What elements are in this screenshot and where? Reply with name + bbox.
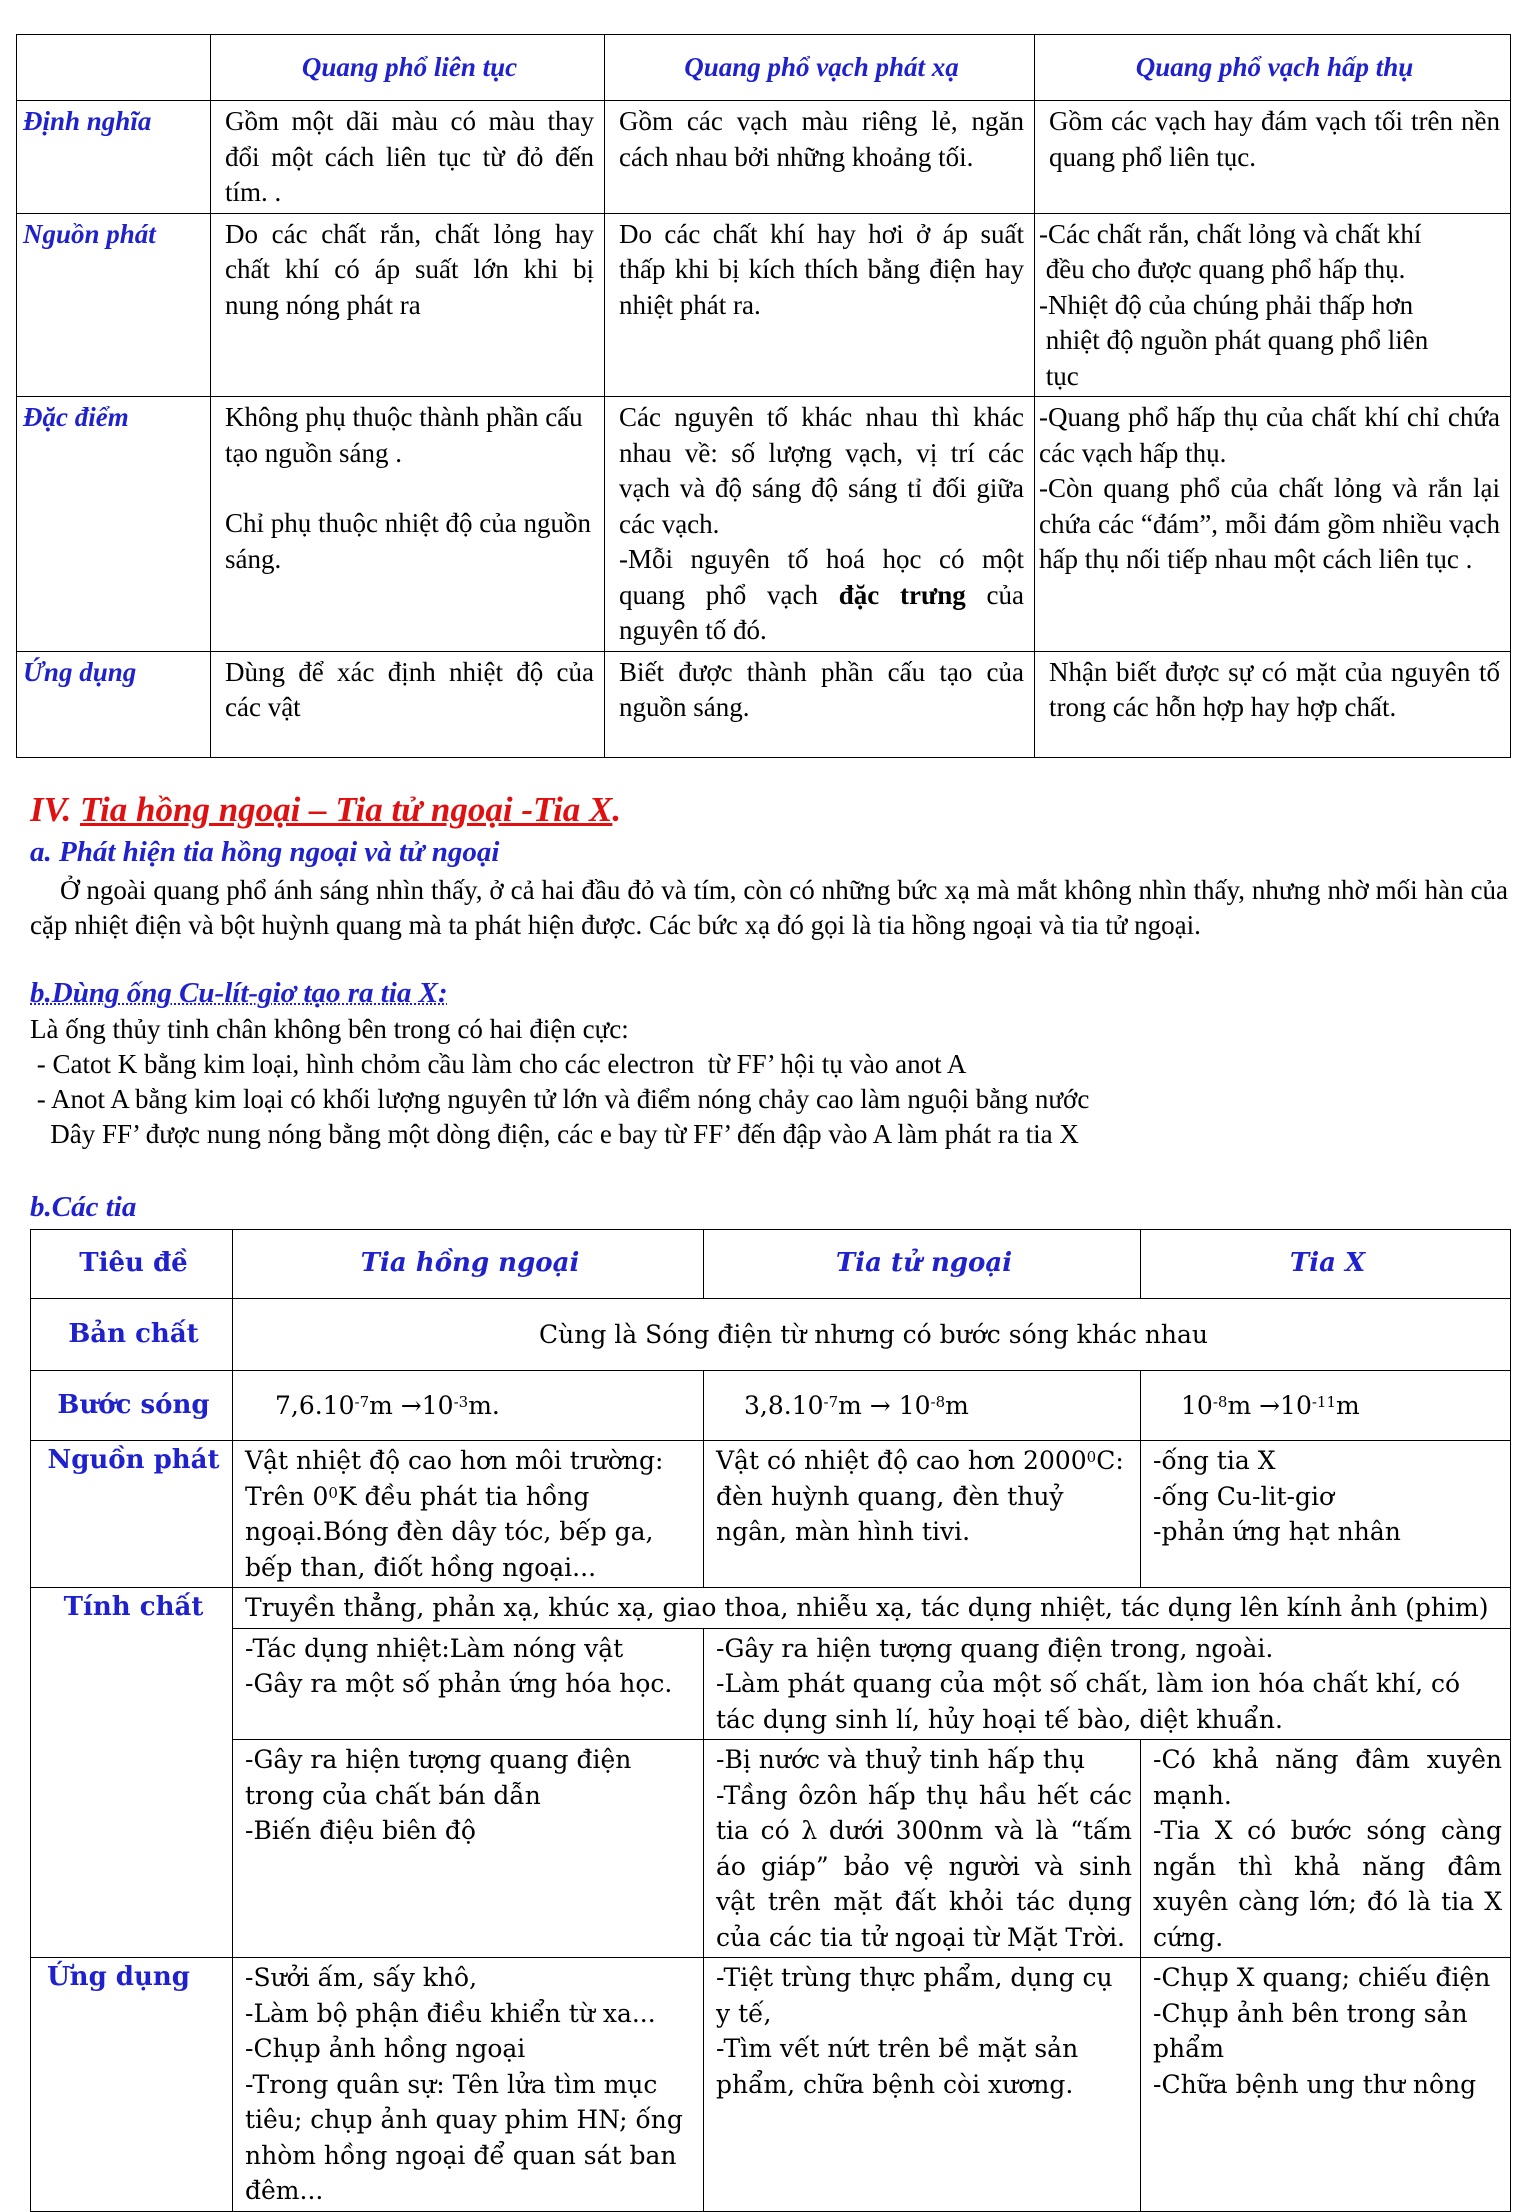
table-cell: Biết được thành phần cấu tạo của nguồn sáng. — [605, 651, 1035, 757]
tube-line: Là ống thủy tinh chân không bên trong có hai điện cực: — [30, 1014, 629, 1044]
cell-paragraph — [619, 542, 1024, 649]
value-text: m — [945, 1390, 969, 1420]
header-cell: Quang phổ vạch phát xạ — [605, 35, 1035, 101]
section-title-dot: . — [612, 790, 622, 829]
cell-line: nhiệt độ nguồn phát quang phổ liên — [1039, 325, 1429, 355]
table-cell: Gồm các vạch hay đám vạch tối trên nền quang phổ liên tục. — [1035, 101, 1511, 214]
bold-text: đặc trưng — [838, 579, 966, 610]
table-cell — [1035, 213, 1511, 397]
cell-line: -Chữa bệnh ung thư nông — [1153, 2069, 1477, 2099]
exponent: -3 — [453, 1392, 469, 1411]
value-text: 3,8.10 — [744, 1390, 824, 1420]
subheading-c: b.Các tia — [30, 1191, 137, 1223]
wavelength-ir — [233, 1371, 704, 1441]
cell-paragraph: -Gây ra hiện tượng quang điện trong của chất bán dẫn — [245, 1745, 632, 1810]
spectra-table — [16, 34, 1511, 758]
row-label: Ứng dụng — [17, 651, 211, 757]
exponent: -11 — [1311, 1392, 1337, 1411]
cell-text: của nguyên tố đó. — [619, 579, 1025, 645]
table-cell — [1035, 397, 1511, 652]
cell-paragraph: -Tia X có bước sóng càng ngắn thì khả năng đâm xuyên càng lớn; đó là tia X cứng. — [1153, 1816, 1502, 1952]
table-row — [31, 1371, 1511, 1441]
table-cell — [211, 397, 605, 652]
cell-line: -Các chất rắn, chất lỏng và chất khí — [1039, 218, 1422, 249]
cell-paragraph: -Tiệt trùng thực phẩm, dụng cụ y tế, — [716, 1963, 1113, 2028]
cell-line: -ống Cu-lit-giơ — [1153, 1481, 1335, 1511]
cell-paragraph: -Tầng ôzôn hấp thụ hầu hết các tia có λ dưới 300nm và là “tấm áo giáp” bảo vệ người và sinh vật trên mặt đất khỏi tác dụng của các tia tử ngoại từ Mặt Trời. — [716, 1780, 1132, 1952]
value-text: m. — [468, 1390, 500, 1420]
cell-line: tục — [1039, 360, 1079, 391]
cell-paragraph: -Quang phổ hấp thụ của chất khí chỉ chứa các vạch hấp thụ. — [1039, 402, 1500, 468]
row-label: Định nghĩa — [17, 101, 211, 214]
row-label: Nguồn phát — [17, 213, 211, 397]
table-cell: Gồm một dãi màu có màu thay đổi một cách liên tục từ đỏ đến tím. . — [211, 101, 605, 214]
table-row — [31, 1740, 1511, 1958]
table-cell — [1141, 1958, 1511, 2212]
value-text: m — [1336, 1390, 1360, 1420]
value-text: 7,6.10 — [275, 1390, 355, 1420]
row-label: Đặc điểm — [17, 397, 211, 652]
table-cell: Truyền thẳng, phản xạ, khúc xạ, giao thoa, nhiễu xạ, tác dụng nhiệt, tác dụng lên kính ảnh (phim) — [233, 1588, 1511, 1629]
tube-line: - Catot K bằng kim loại, hình chỏm cầu làm cho các electron từ FF’ hội tụ vào anot A — [30, 1049, 967, 1079]
cell-line: -Chụp X quang; chiếu điện — [1153, 1963, 1491, 1992]
cell-text: C: đèn huỳnh quang, đèn thuỷ ngân, màn hình tivi. — [716, 1446, 1124, 1546]
cell-paragraph: -Có khả năng đâm xuyên mạnh. — [1153, 1745, 1502, 1810]
section-title-text: Tia hồng ngoại – Tia tử ngoại -Tia X — [79, 790, 613, 829]
cell-paragraph: -Chụp ảnh bên trong sản phẩm — [1153, 1998, 1468, 2063]
exponent: 0 — [328, 1483, 338, 1502]
table-cell — [605, 397, 1035, 652]
cell-line: -Bị nước và thuỷ tinh hấp thụ — [716, 1745, 1086, 1774]
table-cell: Do các chất khí hay hơi ở áp suất thấp khi bị kích thích bằng điện hay nhiệt phát ra. — [605, 213, 1035, 397]
cell-line: -Sưởi ấm, sấy khô, — [245, 1963, 478, 1992]
header-cell: Quang phổ liên tục — [211, 35, 605, 101]
exponent: -8 — [1212, 1392, 1228, 1411]
wavelength-uv — [704, 1371, 1141, 1441]
value-text: m →10 — [369, 1390, 454, 1420]
table-row — [17, 213, 1511, 397]
table-cell: Cùng là Sóng điện từ nhưng có bước sóng khác nhau — [233, 1299, 1511, 1371]
value-text: m →10 — [1227, 1390, 1312, 1420]
table-cell — [1141, 1740, 1511, 1958]
exponent: 0 — [1086, 1448, 1097, 1466]
cell-paragraph: Không phụ thuộc thành phần cấu tạo nguồn sáng . — [225, 402, 583, 468]
table-row — [17, 651, 1511, 757]
header-cell: Tia hồng ngoại — [233, 1230, 704, 1299]
cell-line: -Tác dụng nhiệt:Làm nóng vật — [245, 1633, 624, 1663]
table-cell: Nhận biết được sự có mặt của nguyên tố trong các hỗn hợp hay hợp chất. — [1035, 651, 1511, 757]
table-cell — [704, 1441, 1141, 1588]
exponent: -8 — [930, 1392, 946, 1411]
table-row — [31, 1958, 1511, 2212]
exponent: -7 — [354, 1392, 370, 1411]
paragraph-a: Ở ngoài quang phổ ánh sáng nhìn thấy, ở cả hai đầu đỏ và tím, còn có những bức xạ mà mắt không nhìn thấy, nhưng nhờ mối hàn của cặp nhiệt điện và bột huỳnh quang mà ta phát hiện được. Các bức xạ đó gọi là tia hồng ngoại và tia tử ngoại. — [30, 875, 1508, 940]
cell-text: Vật có nhiệt độ cao hơn 2000 — [716, 1446, 1087, 1475]
table-cell — [704, 1628, 1511, 1740]
cell-text: K đều phát tia hồng ngoại.Bóng đèn dây tóc, bếp ga, bếp than, điốt hồng ngoại... — [245, 1481, 654, 1582]
cell-paragraph: -Trong quân sự: Tên lửa tìm mục tiêu; chụp ảnh quay phim HN; ống nhòm hồng ngoại để quan sát ban đêm... — [245, 2069, 683, 2205]
table-cell: Gồm các vạch màu riêng lẻ, ngăn cách nhau bởi những khoảng tối. — [605, 101, 1035, 214]
cell-line: -Gây ra hiện tượng quang điện trong, ngoài. — [716, 1633, 1274, 1663]
table-header-row — [17, 35, 1511, 101]
cell-paragraph: -Làm phát quang của một số chất, làm ion hóa chất khí, có tác dụng sinh lí, hủy hoại tế bào, diệt khuẩn. — [716, 1669, 1461, 1734]
table-row — [17, 397, 1511, 652]
value-text: m → 10 — [838, 1390, 931, 1420]
row-label: Nguồn phát — [31, 1441, 233, 1588]
cell-text: -Mỗi nguyên tố hoá học có một quang phổ vạch — [619, 544, 1024, 610]
tube-line: Dây FF’ được nung nóng bằng một dòng điện, các e bay từ FF’ đến đập vào A làm phát ra tia X — [30, 1119, 1079, 1149]
value-text: 10 — [1181, 1390, 1213, 1420]
cell-line: Vật nhiệt độ cao hơn môi trường: — [245, 1446, 664, 1475]
row-label: Bản chất — [31, 1299, 233, 1371]
table-cell — [233, 1441, 704, 1588]
exponent: -7 — [823, 1392, 839, 1411]
header-cell — [17, 35, 211, 101]
table-row — [31, 1588, 1511, 1629]
cell-paragraph — [245, 1479, 695, 1586]
table-row — [17, 101, 1511, 214]
table-cell — [233, 1628, 704, 1740]
cell-line: -Biến điệu biên độ — [245, 1816, 476, 1845]
cell-line: -Nhiệt độ của chúng phải thấp hơn — [1039, 289, 1414, 320]
cell-line: đều cho được quang phổ hấp thụ. — [1039, 254, 1406, 284]
table-cell — [704, 1958, 1141, 2212]
table-cell — [1141, 1441, 1511, 1588]
cell-line: -Chụp ảnh hồng ngoại — [245, 2034, 526, 2063]
table-cell: Do các chất rắn, chất lỏng hay chất khí có áp suất lớn khi bị nung nóng phát ra — [211, 213, 605, 397]
rays-table — [30, 1229, 1511, 2212]
table-cell — [704, 1740, 1141, 1958]
tube-line: - Anot A bằng kim loại có khối lượng nguyên tử lớn và điểm nóng chảy cao làm nguội bằng nước — [30, 1084, 1090, 1114]
table-row — [31, 1628, 1511, 1740]
table-cell — [233, 1958, 704, 2212]
cell-line: -phản ứng hạt nhân — [1153, 1517, 1401, 1546]
header-cell: Tia X — [1141, 1230, 1511, 1299]
table-header-row — [31, 1230, 1511, 1299]
cell-text: Trên 0 — [245, 1481, 329, 1511]
section-title — [30, 790, 621, 830]
cell-line: -Làm bộ phận điều khiển từ xa... — [245, 1998, 656, 2028]
section-number: IV. — [30, 790, 80, 829]
cell-line: -Gây ra một số phản ứng hóa học. — [245, 1669, 673, 1698]
table-row — [31, 1441, 1511, 1588]
wavelength-x — [1141, 1371, 1511, 1441]
header-cell: Quang phổ vạch hấp thụ — [1035, 35, 1511, 101]
header-cell: Tiêu đề — [31, 1230, 233, 1299]
subheading-b: b.Dùng ống Cu-lít-giơ tạo ra tia X: — [30, 977, 448, 1009]
table-cell: Dùng để xác định nhiệt độ của các vật — [211, 651, 605, 757]
row-label: Bước sóng — [31, 1371, 233, 1441]
cell-paragraph: Chỉ phụ thuộc nhiệt độ của nguồn sáng. — [225, 508, 591, 574]
cell-paragraph: Các nguyên tố khác nhau thì khác nhau về: số lượng vạch, vị trí các vạch và độ sáng độ sáng tỉ đối giữa các vạch. — [619, 402, 1024, 539]
subheading-a: a. Phát hiện tia hồng ngoại và tử ngoại — [30, 836, 500, 868]
cell-line: -ống tia X — [1153, 1446, 1276, 1475]
row-label: Tính chất — [31, 1588, 233, 1958]
header-cell: Tia tử ngoại — [704, 1230, 1141, 1299]
row-label: Ứng dụng — [31, 1958, 233, 2212]
cell-paragraph: -Tìm vết nứt trên bề mặt sản phẩm, chữa bệnh còi xương. — [716, 2034, 1079, 2099]
table-cell — [233, 1740, 704, 1958]
table-row — [31, 1299, 1511, 1371]
cell-paragraph: -Còn quang phổ của chất lỏng và rắn lại chứa các “đám”, mỗi đám gồm nhiều vạch hấp thụ nối tiếp nhau một cách liên tục . — [1039, 473, 1500, 574]
